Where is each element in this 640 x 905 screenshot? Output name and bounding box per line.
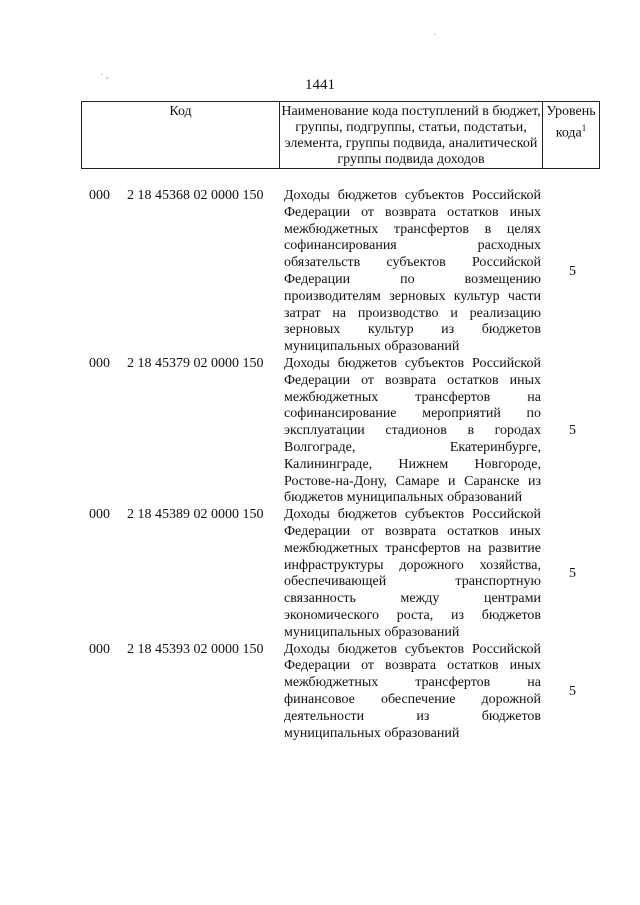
revenue-name: Доходы бюджетов субъектов Российской Федерации от возврата остатков иных межбюджетных трансфертов в целях софинансирования расходных обязательств субъектов Российской Федерации по возмещению производителям зерновых культур части затрат на производство и реализацию зерновых культур из бюджетов муниципальных образований	[284, 188, 541, 355]
revenue-code: 2 18 45389 02 0000 150	[127, 507, 264, 523]
page-number: 1441	[305, 77, 335, 93]
admin-code: 000	[89, 641, 110, 657]
table-row	[89, 507, 600, 641]
code-level: 5	[569, 565, 576, 581]
table-row	[89, 356, 600, 507]
header-name: Наименование кода поступлений в бюджет, группы, подгруппы, статьи, подстатьи, элемента, группы подвида, аналитической группы подвида доходов	[280, 102, 543, 168]
header-code: Код	[82, 102, 280, 168]
admin-code: 000	[89, 507, 110, 523]
revenue-name: Доходы бюджетов субъектов Российской Федерации от возврата остатков иных межбюджетных трансфертов на финансовое обеспечение дорожной деятельности из бюджетов муниципальных образований	[284, 641, 541, 741]
revenue-name: Доходы бюджетов субъектов Российской Федерации от возврата остатков иных межбюджетных трансфертов на развитие инфраструктуры дорожного хозяйства, обеспечивающей транспортную связанность между центрами экономического роста, из бюджетов муниципальных образований	[284, 507, 541, 640]
code-level: 5	[569, 263, 576, 279]
revenue-code: 2 18 45368 02 0000 150	[127, 188, 264, 203]
scan-mark: ·	[433, 30, 437, 41]
header-level-footnote: 1	[581, 123, 587, 133]
header-level-label: Уровень кода	[546, 104, 596, 141]
admin-code: 000	[89, 355, 110, 371]
code-level: 5	[569, 423, 576, 439]
code-level: 5	[569, 683, 576, 699]
revenue-code: 2 18 45393 02 0000 150	[127, 641, 264, 657]
scan-mark: · ,	[100, 70, 109, 81]
table-header	[81, 101, 600, 169]
table-body	[89, 188, 600, 742]
table-row	[89, 642, 600, 743]
revenue-code: 2 18 45379 02 0000 150	[127, 355, 264, 371]
revenue-name: Доходы бюджетов субъектов Российской Федерации от возврата остатков иных межбюджетных трансфертов на софинансирование мероприятий по эксплуатации стадионов в городах Волгограде, Екатеринбурге, Калининграде, Нижнем Новгороде, Ростове-на-Дону, Самаре и Саранске из бюджетов муниципальных образований	[284, 355, 541, 506]
header-level	[543, 102, 599, 168]
admin-code: 000	[89, 188, 110, 203]
table-row	[89, 188, 600, 356]
